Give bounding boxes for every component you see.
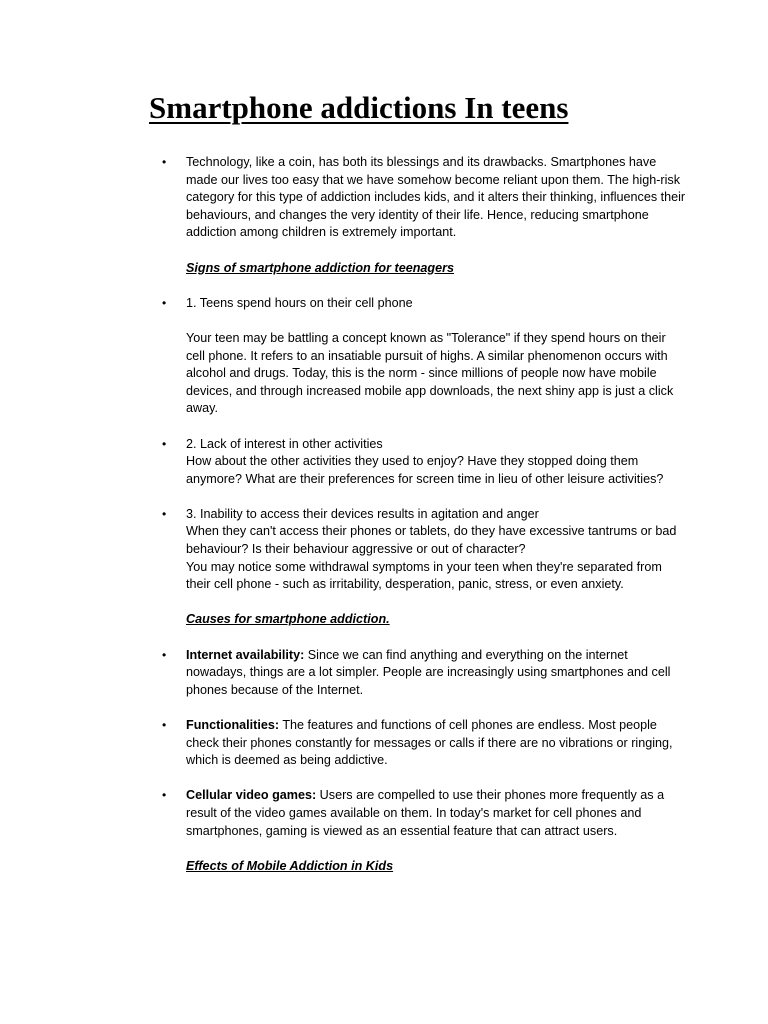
sign1-body: Your teen may be battling a concept known as "Tolerance" if they spend hours on their cell phone. It refers to an insatiable pursuit of highs. A similar phenomenon occurs with alcohol and drugs. Today, this is the norm - since millions of people now have mobile devices, and through increased mobile app downloads, the next shiny app is just a click away. — [186, 330, 674, 416]
sign2-bullet — [162, 436, 686, 489]
cause1-bullet — [162, 647, 686, 700]
cause3-bullet — [162, 787, 686, 840]
cause3-paragraph — [186, 787, 686, 840]
sign3-body-2: You may notice some withdrawal symptoms in your teen when they're separated from their cell phone - such as irritability, desperation, panic, stress, or even anxiety. — [186, 559, 662, 592]
intro-paragraph: Technology, like a coin, has both its blessings and its drawbacks. Smartphones have made our lives too easy that we have somehow become reliant upon them. The high-risk category for this type of addiction includes kids, and it alters their thinking, influences their behaviours, and changes the very identity of their life. Hence, reducing smartphone addiction among children is extremely important. — [186, 155, 686, 240]
intro-bullet — [162, 154, 686, 242]
signs-heading: Signs of smartphone addiction for teenagers — [186, 260, 455, 275]
bullet-icon: • — [162, 506, 167, 521]
cause1-label: Internet availability: — [186, 647, 305, 662]
cause3-text: Users are compelled to use their phones more frequently as a result of the video games available on them. In today's market for cell phones and smartphones, gaming is viewed as an essential feature that can attract users. — [186, 788, 665, 838]
sign3-title: 3. Inability to access their devices results in agitation and anger — [186, 506, 539, 521]
cause2-label: Functionalities: — [186, 718, 280, 732]
bullet-icon: • — [162, 295, 167, 310]
bullet-icon: • — [162, 647, 167, 662]
bullet-icon: • — [162, 155, 167, 169]
cause3-label: Cellular video games: — [186, 788, 317, 803]
sign1-title: 1. Teens spend hours on their cell phone — [186, 295, 413, 310]
sign2-title: 2. Lack of interest in other activities — [186, 436, 383, 451]
document-body — [162, 154, 686, 875]
cause1-text: Since we can find anything and everything on the internet nowadays, things are a lot simpler. People are increasingly using smartphones and cell phones because of the Internet. — [186, 647, 671, 697]
page-title: Smartphone addictions In teens — [149, 90, 569, 125]
cause2-paragraph — [186, 717, 686, 770]
effects-heading: Effects of Mobile Addiction in Kids — [186, 858, 394, 873]
causes-heading: Causes for smartphone addiction. — [186, 612, 390, 627]
cause2-bullet — [162, 717, 686, 770]
cause1-paragraph — [186, 647, 686, 700]
sign1-bullet — [162, 295, 686, 313]
sign3-bullet — [162, 506, 686, 594]
sign2-body: How about the other activities they used to enjoy? Have they stopped doing them anymore? What are their preferences for screen time in lieu of other leisure activities? — [186, 454, 664, 486]
cause2-text: The features and functions of cell phones are endless. Most people check their phones constantly for messages or calls if there are no vibrations or ringing, which is deemed as being addictive. — [186, 718, 673, 768]
bullet-icon: • — [162, 436, 167, 451]
bullet-icon: • — [162, 788, 167, 803]
sign3-body-1: When they can't access their phones or tablets, do they have excessive tantrums or bad behaviour? Is their behaviour aggressive or out of character? — [186, 524, 677, 557]
bullet-icon: • — [162, 718, 167, 732]
